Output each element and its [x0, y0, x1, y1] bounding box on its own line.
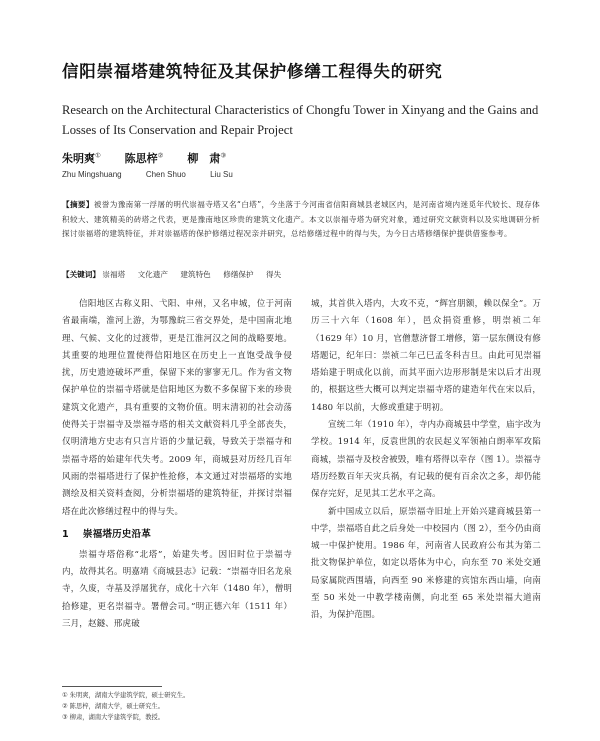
paper-title-zh: 信阳崇福塔建筑特征及其保护修缮工程得失的研究 — [62, 62, 443, 81]
author-en: Zhu Mingshuang — [62, 170, 122, 179]
footnote: ③ 柳肃，湖南大学建筑学院，教授。 — [62, 714, 165, 721]
body-column-right — [311, 296, 541, 625]
keywords — [62, 268, 540, 282]
keyword: 文化遗产 — [137, 270, 168, 279]
footnote: ① 朱明爽，湖南大学建筑学院，硕士研究生。 — [62, 692, 190, 699]
keyword: 得失 — [265, 270, 282, 279]
abstract-text: 被誉为豫南第一浮屠的明代崇福寺塔又名“白塔”，今坐落于今河南省信阳商城县老城区内，是河南省境内迷觅年代较长、现存体积较大、建筑精美的砖塔之代表，更是豫南地区珍贵的建筑文化遗产。本文以崇福寺塔为研究对象，通过研究文献资料以及实地调研分析探讨崇福塔的建筑特征，并对崇福塔的保护修缮过程况亲并研究，总结修缮过程中的得与失，为今日古塔修缮保护提供借鉴参考。 — [62, 200, 540, 239]
author-en: Chen Shuo — [145, 170, 186, 179]
section-title: 崇福塔历史沿革 — [82, 528, 152, 540]
footnotes — [62, 690, 362, 723]
body-paragraph: 宣统二年（1910 年），寺内办商城县中学堂，庙宇改为学校。1914 年，反袁世凯的农民起义军领袖白朗率军攻陷商城，崇福寺及校舍被毁，唯有塔得以幸存（图 1）。崇福寺塔历经数百年天灾兵祸，有记载的便有百余次之多，却仍能保存完好，足见其工艺水平之高。 — [311, 420, 541, 500]
body-paragraph: 崇福寺塔俗称“北塔”，始建失考。因旧时位于崇福寺内，故得其名。明嘉靖《商城县志》记载：“崇福寺旧名龙泉寺，久废，寺基及浮屠犹存，成化十六年（1480 年），僧明拾修建，更名崇福寺。署僧会司。”明正德六年（1511 年）三月，赵鐩、邢虎破 — [62, 549, 292, 630]
body-paragraph: 新中国成立以后，原崇福寺旧址上开始兴建商城县第一中学，崇福塔自此之后身处一中校园内（图 2），至今仍由商城一中保护使用。1986 年，河南省人民政府公布其为第二批文物保护单位，如定以塔体为中心，向东至 70 米处交通局家属院西围墙，向西至 90 米修建的宾馆东西山墙，向南至 50 米处一中教学楼南侧，向北至 65 米处崇福大道南沿，为保护范围。 — [311, 506, 541, 621]
abstract — [62, 198, 540, 242]
body-paragraph: 信阳地区古称义阳、弋阳、申州，又名申城，位于河南省最南端，淮河上游，为鄂豫皖三省交界处，是中国南北地理、气候、文化的过渡带，更是江淮河汉之间的战略要地。其重要的地理位置使得信阳地区在历史上一直饱受战争侵扰，历史遗迹破坏严重，保留下来的寥寥无几。作为省文物保护单位的崇福寺塔就是信阳地区为数不多保留下来的珍贵建筑文化遗产，具有重要的文物价值。明末清初的社会动荡使得关于崇福寺及崇福寺塔的相关文献资料几乎全部丧失，仅明清地方史志有只言片语的少量记载，导致关于崇福寺和崇福寺塔的始建年代失考。2009 年，商城县对历经几百年风雨的崇福塔进行了保护性抢修，本文通过对崇福塔的实地测绘及相关资料查阅，分析崇福塔的建筑特征，并探讨崇福塔在此次修缮过程中的得与失。 — [62, 299, 292, 517]
footnote-divider — [62, 686, 162, 687]
keyword: 修缮保护 — [223, 270, 254, 279]
author-zh: 柳 肃③ — [187, 151, 227, 165]
abstract-label: 【摘要】 — [62, 200, 94, 209]
author-zh: 陈思梓② — [124, 151, 164, 165]
footnote: ② 陈思梓，湖南大学，硕士研究生。 — [62, 703, 165, 710]
author-zh: 朱明爽① — [62, 151, 101, 165]
paper-title-en: Research on the Architectural Characteristics of Chongfu Tower in Xinyang and the Gains and Losses of Its Conservation and Repair Project — [62, 103, 539, 137]
author-list-en — [62, 170, 255, 179]
keywords-label: 【关键词】 — [62, 270, 100, 279]
keyword: 崇福塔 — [102, 270, 126, 279]
author-list-zh — [62, 150, 246, 166]
body-column-left — [62, 296, 292, 633]
section-heading — [62, 527, 292, 543]
body-paragraph: 城，其首供入塔内，大攻不克，“辉宫朋额，赖以保全”。万历三十六年（1608 年），邑众捐资重修，明崇祯二年（1629 年）10 月，官僧慧济督工增修，第一层东侧设有修塔题记，纪年曰：崇祯二年己巳孟冬科吉旦。由此可见崇福塔始建于明成化以前，而其平面六边形形制是宋以后才出现的，根据这些大概可以判定崇福寺塔的建造年代在宋以后，1480 年以前，大修或重建于明初。 — [311, 299, 541, 413]
section-number: 1 — [62, 528, 69, 540]
keyword: 建筑特色 — [180, 270, 211, 279]
author-en: Liu Su — [210, 170, 233, 179]
